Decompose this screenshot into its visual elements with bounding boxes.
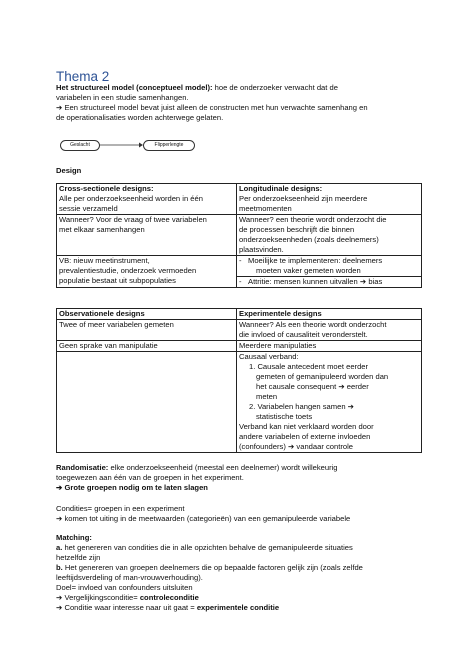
cell-line: de processen beschrijft die binnen [239,225,355,234]
table-cell [237,184,422,215]
cell-line: Wanneer? Voor de vraag of twee variabelen [59,215,207,224]
cell-line: onderzoekseenheden (zoals deelnemers) [239,235,379,244]
structural-term: Het structureel model (conceptueel model): [56,83,213,92]
matching-doel: Doel= invloed van confounders uitsluiten [56,583,193,592]
matching-b-line-2: leeftijdsverdeling of man-vrouwverhouding). [56,573,203,582]
experimentele-conditie-term: experimentele conditie [196,603,280,612]
table-cross-longitudinal [56,183,422,288]
matching-a-text: het genereren van condities die in alle opzichten behalve de gemanipuleerde situaties [62,543,353,552]
cell-line: meetmomenten [239,204,292,213]
page-title: Thema 2 [56,69,110,84]
cell-line: Causaal verband: [239,352,299,361]
cell-line: Verband kan niet verklaard worden door [239,422,374,431]
random-definition: elke onderzoekseenheid (meestal een deelnemer) wordt willekeurig [108,463,338,472]
structural-line-4: de operationalisaties worden achterwege gelaten. [56,113,224,122]
matching-a-line-2: hetzelfde zijn [56,553,101,562]
table-row [57,320,422,341]
table-row [57,184,422,215]
table-cell [237,320,422,341]
matching-b-label: b. [56,563,63,572]
random-line-3: ➔ Grote groepen nodig om te laten slagen [56,483,208,492]
table-cell: Meerdere manipulaties [237,341,422,352]
cell-line: (confounders) ➔ vandaar controle [239,442,354,451]
cell-line: Wanneer? een theorie wordt onderzocht die [239,215,387,224]
cell-line [239,277,419,287]
conditie-text: ➔ Conditie waar interesse naar uit gaat = [56,603,197,612]
table-row [57,341,422,352]
structural-line-2: variabelen in een studie samenhangen. [56,93,189,102]
diagram-node-geslacht: Geslacht [60,140,100,151]
structural-definition: hoe de onderzoeker verwacht dat de [212,83,338,92]
cell-line: VB: nieuw meetinstrument, [59,256,150,265]
matching-a-label: a. [56,543,63,552]
cell-line: Wanneer? Als een theorie wordt onderzocht [239,320,387,329]
matching-vergelijking [56,593,426,603]
cell-line: die invloed of causaliteit veronderstelt. [239,330,368,339]
cell-line: prevalentiestudie, onderzoek vermoeden [59,266,197,275]
condities-line-1: Condities= groepen in een experiment [56,504,185,513]
table-cell [237,215,422,256]
cell-line: meten [256,392,278,401]
vergelijking-text: ➔ Vergelijkingsconditie= [56,593,140,602]
cell-line: sessie verzameld [59,204,118,213]
cell-line: met elkaar samenhangen [59,225,145,234]
cell-line: Per onderzoekseenheid zijn meerdere [239,194,368,203]
cell-line: het causale consequent ➔ eerder [256,382,369,391]
table-row [57,256,422,277]
structural-line-3: ➔ Een structureel model bevat juist alleen de constructen met hun verwachte samenhang en [56,103,368,112]
header-longitudinal: Longitudinale designs: [239,184,323,193]
bullet-dash: - [239,277,242,286]
cell-line: moeten vaker gemeten worden [256,266,361,275]
cell-line: 2. Variabelen hangen samen ➔ [249,402,355,411]
matching-b-line [56,563,426,573]
matching-a-line [56,543,426,553]
table-cell: Twee of meer variabelen gemeten [57,320,237,341]
matching-heading: Matching: [56,533,92,542]
table-cell [57,256,237,288]
random-line-1 [56,463,426,473]
random-line-2: toegewezen aan één van de groepen in het experiment. [56,473,244,482]
cell-line: gemeten of gemanipuleerd worden dan [256,372,389,381]
random-term: Randomisatie: [56,463,109,472]
matching-paragraph [56,533,426,613]
table-cell [57,352,237,453]
header-experimental: Experimentele designs [237,309,422,320]
cell-line: andere variabelen of externe invloeden [239,432,371,441]
table-row [57,352,422,453]
table-observational-experimental [56,308,422,453]
table-cell: Geen sprake van manipulatie [57,341,237,352]
cell-line: populatie bestaat uit subpopulaties [59,276,176,285]
diagram-arrow [99,141,143,149]
condities-paragraph [56,504,426,524]
cell-text: Moeilijke te implementeren: deelnemers [248,256,383,265]
cell-text: Attritie: mensen kunnen uitvallen ➔ bias [248,277,383,286]
cell-line [239,256,419,266]
table-cell [237,277,422,288]
table-row [57,309,422,320]
cell-line: plaatsvinden. [239,245,284,254]
table-row [57,215,422,256]
structural-model-paragraph [56,83,426,123]
cell-line: statistische toets [256,412,313,421]
condities-line-2: ➔ komen tot uiting in de meetwaarden (categorieën) van een gemanipuleerde variabele [56,514,351,523]
matching-conditie [56,603,426,613]
cell-line: 1. Causale antecedent moet eerder [249,362,369,371]
table-cell [237,256,422,277]
table-cell [237,352,422,453]
matching-b-text: Het genereren van groepen deelnemers die op bepaalde factoren gelijk zijn (zoals zelfde [62,563,363,572]
table-cell [57,184,237,215]
table-cell [57,215,237,256]
controleconditie-term: controleconditie [139,593,199,602]
cell-line: Alle per onderzoekseenheid worden in één [59,194,203,203]
diagram-node-flipperlengte: Flipperlengte [143,140,195,151]
bullet-dash: - [239,256,242,265]
header-observational: Observationele designs [57,309,237,320]
structural-line-1 [56,83,426,93]
randomisation-paragraph [56,463,426,493]
header-cross-sectional: Cross-sectionele designs: [59,184,154,193]
design-heading: Design [56,166,82,175]
